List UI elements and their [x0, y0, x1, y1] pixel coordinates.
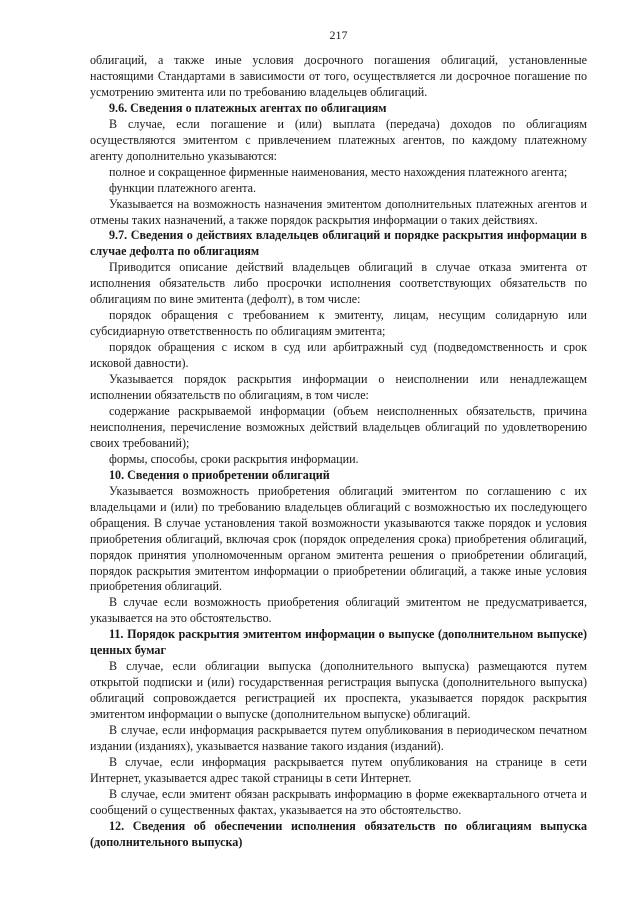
page-number: 217: [329, 28, 348, 42]
paragraph: Указывается возможность приобретения облигаций эмитентом по соглашению с их владельцами и (или) по требованию владельцев облигаций с возможностью их последующего обращения. В случае установления такой возможности указываются также порядок и условия приобретения облигаций, включая срок (порядок определения срока) приобретения облигаций, порядок принятия уполномоченным органом эмитента решения о приобретении облигаций, порядок раскрытия эмитентом информации о приобретении облигаций, а также иные условия приобретения облигаций.: [90, 483, 587, 594]
section-heading: 9.6. Сведения о платежных агентах по облигациям: [109, 100, 387, 115]
document-page: [90, 28, 587, 851]
paragraph: функции платежного агента.: [109, 180, 257, 195]
paragraph: В случае, если информация раскрывается путем опубликования в периодическом печатном издании (изданиях), указывается название такого издания (изданий).: [90, 723, 587, 753]
section-heading: 12. Сведения об обеспечении исполнения обязательств по облигациям выпуска (дополнительного выпуска): [90, 818, 587, 849]
paragraph: Указывается порядок раскрытия информации о неисполнении или ненадлежащем исполнении обязательств по облигациям, в том числе:: [90, 372, 587, 403]
paragraph: содержание раскрываемой информации (объем неисполненных обязательств, причина неисполнения, перечисление возможных действий владельцев облигаций по удовлетворению своих требований);: [90, 403, 587, 450]
paragraph: облигаций, а также иные условия досрочного погашения облигаций, установленные настоящими Стандартами в зависимости от того, осуществляется ли досрочное погашение по усмотрению эмитента или по требованию владельцев облигаций.: [90, 53, 587, 99]
paragraph: В случае, если погашение и (или) выплата (передача) доходов по облигациям осуществляются эмитентом с привлечением платежных агентов, по каждому платежному агенту дополнительно указываются:: [90, 116, 587, 163]
section-heading: 9.7. Сведения о действиях владельцев облигаций и порядке раскрытия информации в случае дефолта по облигациям: [90, 228, 587, 259]
paragraph: В случае если возможность приобретения облигаций эмитентом не предусматривается, указывается на это обстоятельство.: [90, 595, 587, 626]
paragraph: полное и сокращенное фирменные наименования, место нахождения платежного агента;: [109, 164, 568, 179]
paragraph: Приводится описание действий владельцев облигаций в случае отказа эмитента от исполнения обязательств либо просрочки исполнения соответствующих обязательств по облигациям по вине эмитента (дефолт), в том числе:: [90, 260, 587, 307]
paragraph: порядок обращения с иском в суд или арбитражный суд (подведомственность и срок исковой давности).: [90, 340, 587, 371]
paragraph: В случае, если эмитент обязан раскрывать информацию в форме ежеквартального отчета и сообщений о существенных фактах, указывается на это обстоятельство.: [90, 786, 587, 817]
section-heading: 11. Порядок раскрытия эмитентом информации о выпуске (дополнительном выпуске) ценных бумаг: [90, 627, 587, 658]
paragraph: формы, способы, сроки раскрытия информации.: [109, 451, 359, 466]
section-heading: 10. Сведения о приобретении облигаций: [109, 467, 330, 482]
document-body: [90, 53, 587, 851]
paragraph: В случае, если облигации выпуска (дополнительного выпуска) размещаются путем открытой подписки и (или) государственная регистрация выпуска (дополнительного выпуска) облигаций сопровождается регистрацией их проспекта, указывается порядок раскрытия эмитентом информации о выпуске (дополнительном выпуске) облигаций.: [90, 659, 587, 722]
paragraph: Указывается на возможность назначения эмитентом дополнительных платежных агентов и отмены таких назначений, а также порядок раскрытия информации о таких действиях.: [90, 196, 587, 227]
paragraph: В случае, если информация раскрывается путем опубликования на странице в сети Интернет, указывается адрес такой страницы в сети Интернет.: [90, 754, 587, 785]
paragraph: порядок обращения с требованием к эмитенту, лицам, несущим солидарную или субсидиарную ответственность по облигациям эмитента;: [90, 308, 587, 339]
